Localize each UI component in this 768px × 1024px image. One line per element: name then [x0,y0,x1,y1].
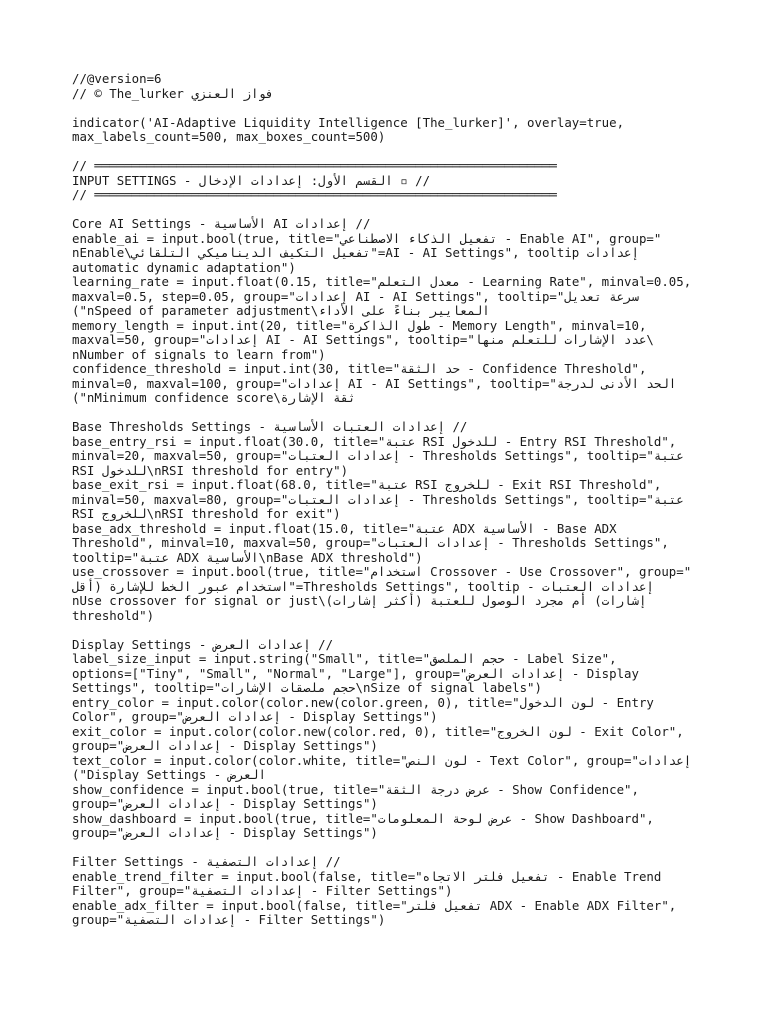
code-line: // © The_lurker فواز العنزي [72,85,274,101]
code-line: Settings", tooltip="حجم ملصقات الإشارات\nSize of signal labels") [72,680,542,695]
code-line: RSI للخروج\nRSI threshold for exit") [72,506,341,521]
code-line: Color", group="إعدادات العرض - Display Settings") [72,709,438,724]
code-line [72,101,712,116]
code-line: options=["Tiny", "Small", "Normal", "Large"], group="إعدادات العرض - Display [72,665,639,681]
code-line: maxval=0.5, step=0.05, group="إعدادات AI - AI Settings", tooltip="سرعة تعديل [72,288,639,304]
code-line: //@version=6 [72,71,162,86]
code-line: إعدادات العتبات - Thresholds Settings", tooltip="استخدام عبور الخط للإشارة (أقل [72,578,654,594]
code-line: // إعدادات العرض - Display Settings [72,636,334,652]
code-line: minval=20, maxval=50, group="إعدادات العتبات - Thresholds Settings", tooltip="عتبة [72,448,684,463]
code-line: group="إعدادات العرض - Display Settings") [72,738,378,753]
code-line: max_labels_count=500, max_boxes_count=500) [72,129,386,144]
code-line: // إعدادات التصفية - Filter Settings [72,854,341,869]
code-line: show_confidence = input.bool(true, title="عرض درجة الثقة - Show Confidence", [72,781,639,797]
code-line [72,203,712,218]
code-listing [72,72,712,928]
code-line [72,145,712,160]
code-line: nNumber of signals to learn from") [72,346,326,362]
code-line: minval=50, maxval=80, group="إعدادات العتبات - Thresholds Settings", tooltip="عتبة [72,491,684,507]
code-line: Threshold", minval=10, maxval=50, group="إعدادات العتبات - Thresholds Settings", [72,535,669,550]
code-line: enable_adx_filter = input.bool(false, title="تفعيل فلتر ADX - Enable ADX Filter", [72,897,677,913]
code-line: text_color = input.color(color.white, title="لون النص - Text Color", group="إعدادات [72,752,692,768]
code-line: // ▫ القسم الأول: إعدادات الإدخال - INPUT SETTINGS [72,172,431,188]
code-line: المعايير بناءً على الأداء\nSpeed of parameter adjustment") [72,303,490,318]
code-line: exit_color = input.color(color.new(color.red, 0), title="لون الخروج - Exit Color", [72,723,684,739]
code-line: learning_rate = input.float(0.15, title="معدل التعلم - Learning Rate", minval=0.05, [72,274,692,289]
code-line: Filter", group="إعدادات التصفية - Filter Settings") [72,883,453,898]
code-line: base_exit_rsi = input.float(68.0, title="عتبة RSI للخروج - Exit RSI Threshold", [72,477,662,492]
code-line: enable_ai = input.bool(true, title="تفعيل الذكاء الاصطناعي - Enable AI", group=" [72,230,662,246]
code-line: show_dashboard = input.bool(true, title="عرض لوحة المعلومات - Show Dashboard", [72,810,654,826]
code-line: indicator('AI-Adaptive Liquidity Intelligence [The_lurker]', overlay=true, [72,114,625,130]
code-line: enable_trend_filter = input.bool(false, title="تفعيل فلتر الاتجاه - Enable Trend [72,868,662,884]
code-line: // إعدادات العتبات الأساسية - Base Thresholds Settings [72,419,468,434]
code-line: إعدادات AI - AI Settings", tooltip="تفعيل التكيف الديناميكي التلقائي\nEnable [72,245,639,260]
code-line: use_crossover = input.bool(true, title="استخدام Crossover - Use Crossover", group=" [72,564,692,579]
code-line: // ══════════════════════════════════════════════════════════════ [72,158,557,173]
code-line: label_size_input = input.string("Small", title="حجم الملصق - Label Size", [72,651,617,666]
code-line: العرض - Display Settings") [72,767,266,782]
code-line: base_adx_threshold = input.float(15.0, title="عتبة ADX الأساسية - Base ADX [72,520,617,536]
code-line [72,623,712,638]
code-line: memory_length = input.int(20, title="طول الذاكرة - Memory Length", minval=10, [72,317,647,333]
code-line: // إعدادات AI الأساسية - Core AI Settings [72,216,371,231]
code-line: ثقة الإشارة\nMinimum confidence score") [72,390,356,405]
code-line: minval=0, maxval=100, group="إعدادات AI - AI Settings", tooltip="الحد الأدنى لدرجة [72,375,677,391]
code-line: confidence_threshold = input.int(30, title="حد الثقة - Confidence Threshold", [72,361,647,376]
code-line: maxval=50, group="إعدادات AI - AI Settings", tooltip="عدد الإشارات للتعلم منها\ [72,332,654,347]
code-line: RSI للدخول\nRSI threshold for entry") [72,462,349,478]
code-line [72,406,712,421]
code-line: threshold") [72,607,155,623]
code-line: group="إعدادات العرض - Display Settings") [72,825,378,840]
code-line: entry_color = input.color(color.new(color.green, 0), title="لون الدخول - Entry [72,694,654,710]
code-line: tooltip="عتبة ADX الأساسية\nBase ADX threshold") [72,549,423,565]
code-line: automatic dynamic adaptation") [72,259,296,275]
code-line: base_entry_rsi = input.float(30.0, title="عتبة RSI للدخول - Entry RSI Threshold", [72,433,677,449]
code-line: // ══════════════════════════════════════════════════════════════ [72,187,557,202]
code-line: group="إعدادات العرض - Display Settings") [72,796,378,811]
code-line [72,841,712,856]
code-line: إشارات) أم مجرد الوصول للعتبة (أكثر إشارات)\nUse crossover for signal or just [72,593,647,608]
code-line: group="إعدادات التصفية - Filter Settings") [72,912,386,927]
